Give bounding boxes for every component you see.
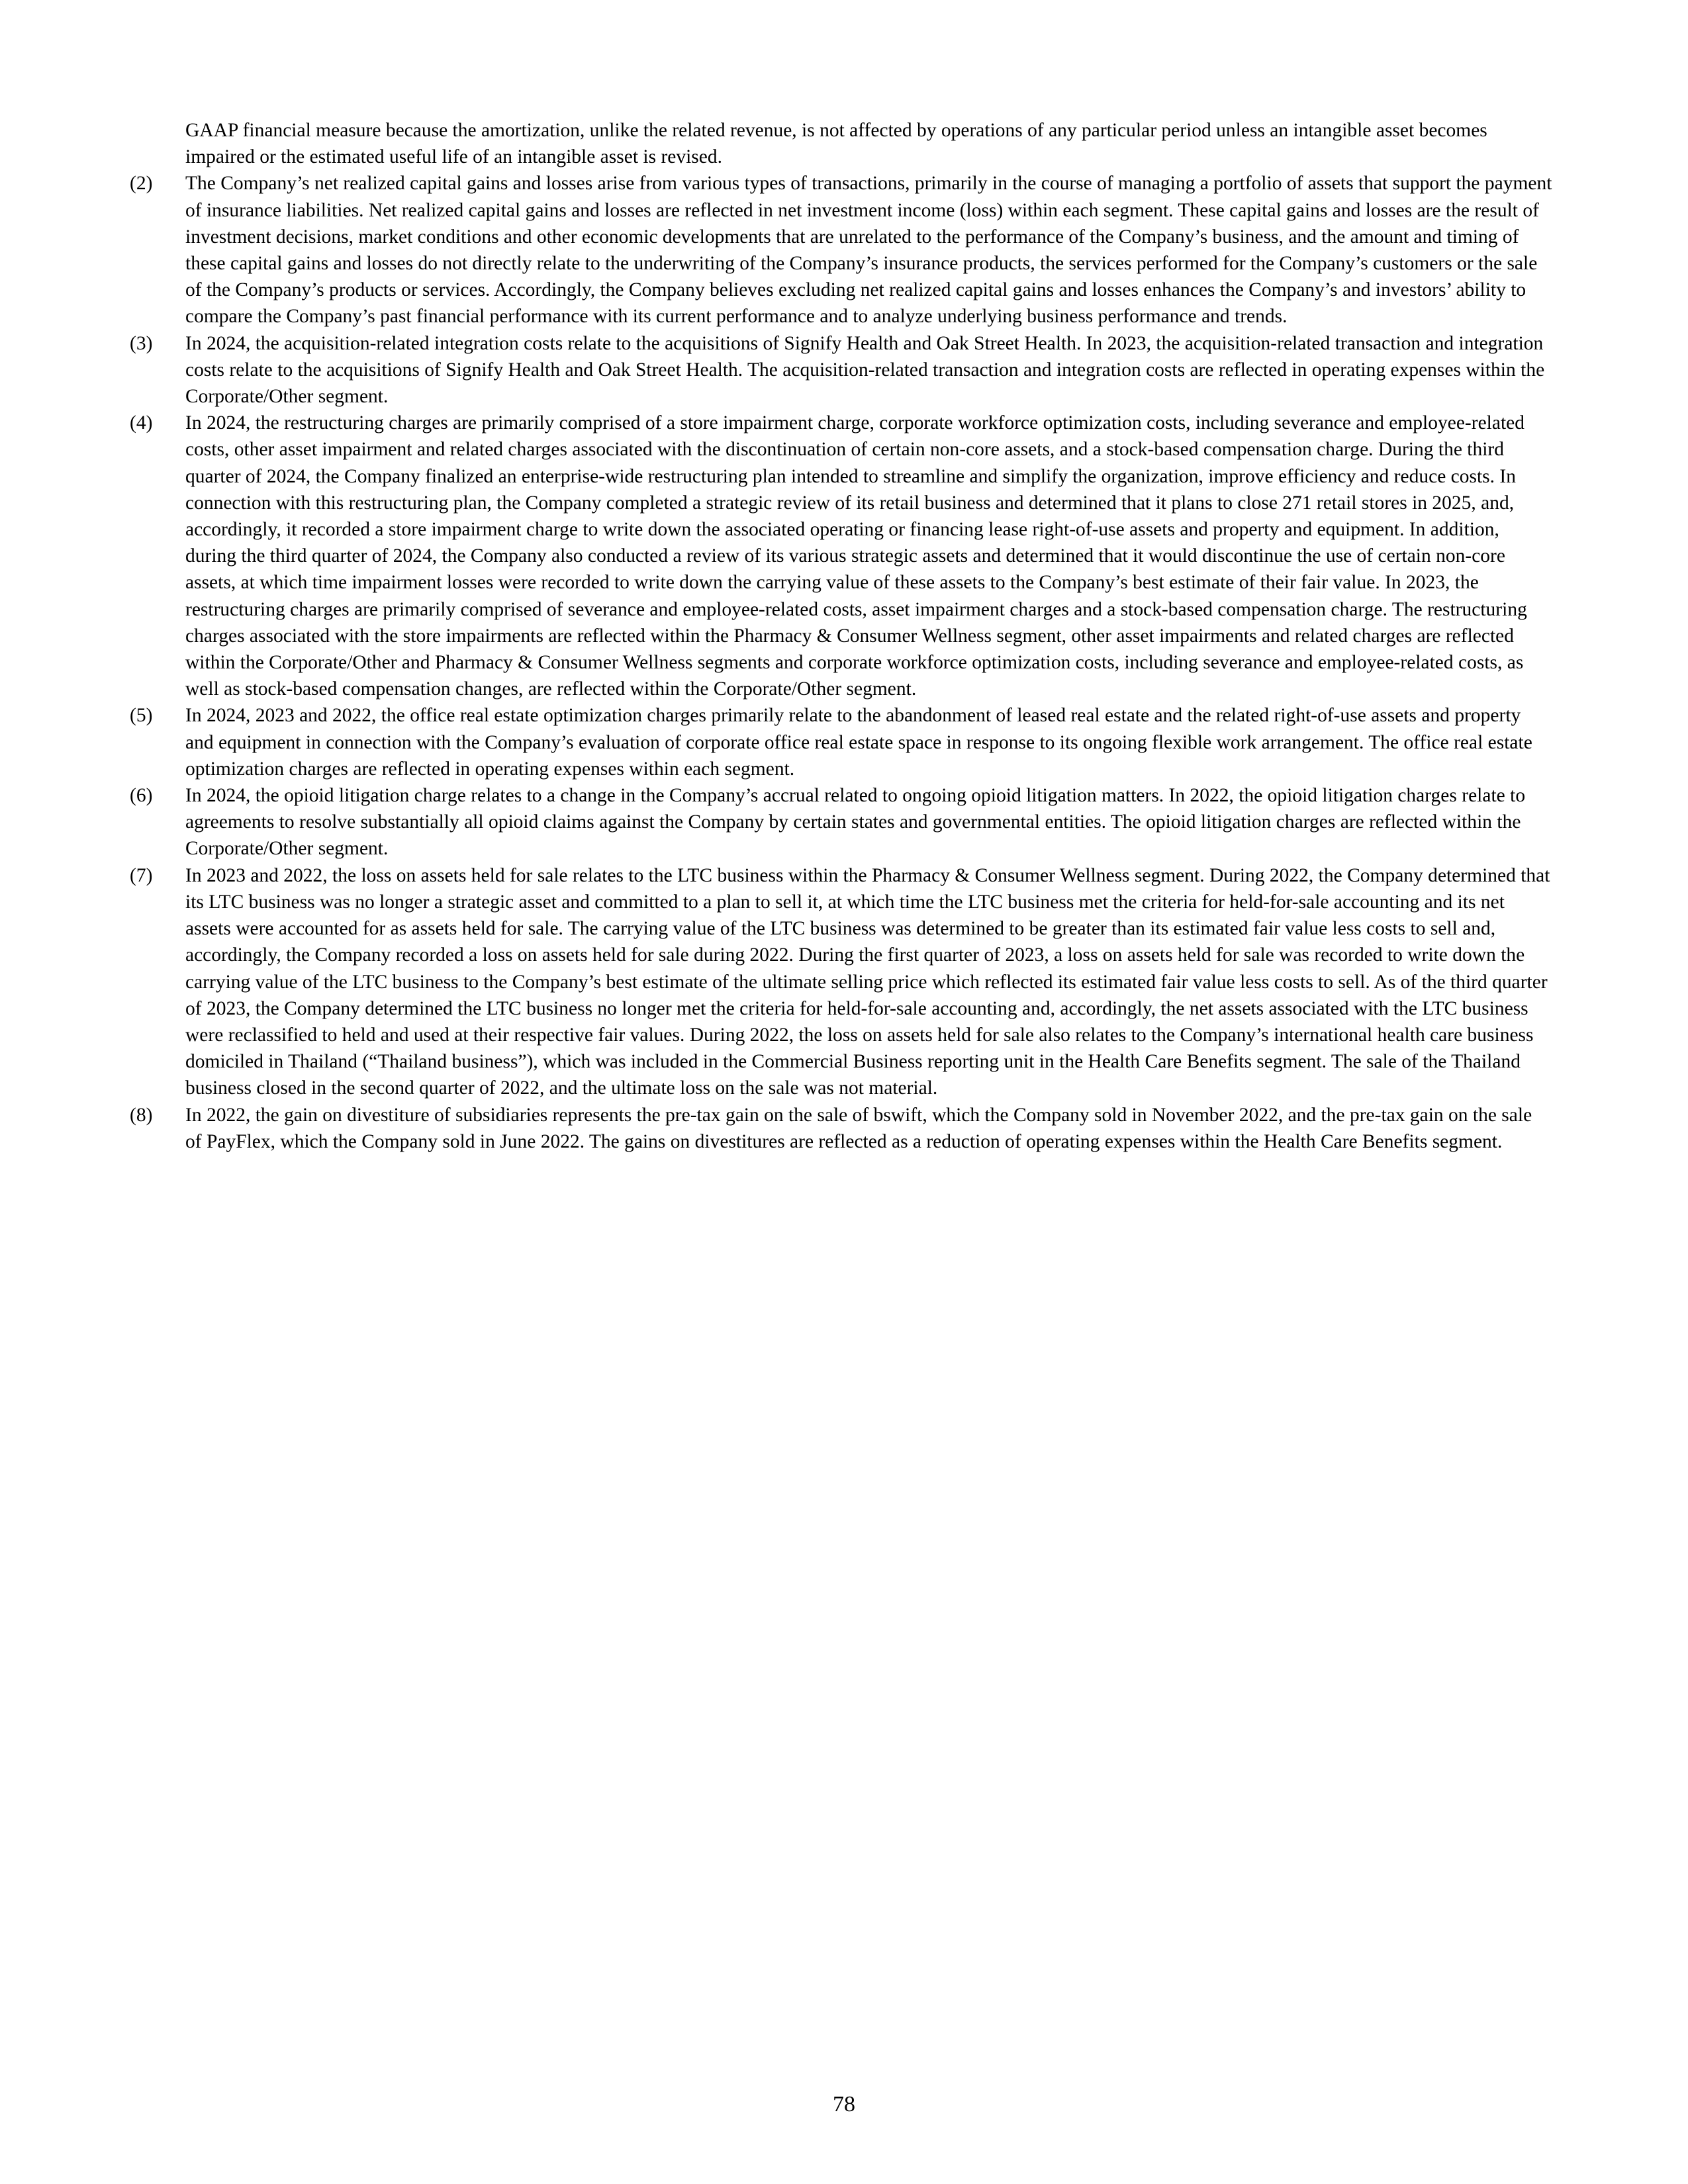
page-number: 78 [833,2092,855,2116]
footnote-number: (3) [130,332,153,354]
footnote-text: In 2023 and 2022, the loss on assets held for sale relates to the LTC business within the Pharmacy & Consumer Wellness segment. During 2022, the Company determined that its LTC business was no longer a strategic asset and committed to a plan to sell it, at which time the LTC business met the criteria for held-for-sale accounting and its net assets were accounted for as assets held for sale. The carrying value of the LTC business was determined to be greater than its estimated fair value less costs to sell and, accordingly, the Company recorded a loss on assets held for sale during 2022. During the first quarter of 2023, a loss on assets held for sale was recorded to write down the carrying value of the LTC business to the Company’s best estimate of the ultimate selling price which reflected its estimated fair value less costs to sell. As of the third quarter of 2023, the Company determined the LTC business no longer met the criteria for held-for-sale accounting and, accordingly, the net assets associated with the LTC business were reclassified to held and used at their respective fair values. During 2022, the loss on assets held for sale also relates to the Company’s international health care business domiciled in Thailand (“Thailand business”), which was included in the Commercial Business reporting unit in the Health Care Benefits segment. The sale of the Thailand business closed in the second quarter of 2022, and the ultimate loss on the sale was not material. [185,864,1550,1099]
footnote-8 [130,1102,1553,1155]
footnotes-section [130,117,1553,1155]
footnote-number: (2) [130,173,153,195]
footnote-number: (7) [130,864,153,886]
footnote-7 [130,862,1553,1102]
footnote-6 [130,782,1553,862]
footnote-number: (8) [130,1104,153,1126]
footnote-4 [130,410,1553,702]
footnote-number: (5) [130,705,153,727]
footnote-text: In 2022, the gain on divestiture of subsidiaries represents the pre-tax gain on the sale of bswift, which the Company sold in November 2022, and the pre-tax gain on the sale of PayFlex, which the Company sold in June 2022. The gains on divestitures are reflected as a reduction of operating expenses within the Health Care Benefits segment. [185,1104,1532,1152]
footnote-number: (6) [130,785,153,807]
footnote-2 [130,170,1553,330]
footnote-3 [130,330,1553,410]
footnote-5 [130,702,1553,782]
footnote-text: In 2024, the acquisition-related integration costs relate to the acquisitions of Signify Health and Oak Street Health. In 2023, the acquisition-related transaction and integration costs relate to the acquisitions of Signify Health and Oak Street Health. The acquisition-related transaction and integration costs are reflected in operating expenses within the Corporate/Other segment. [185,332,1545,408]
footnote-number: (4) [130,412,153,434]
footnote-1-continuation: GAAP financial measure because the amortization, unlike the related revenue, is not affected by operations of any particular period unless an intangible asset becomes impaired or the estimated useful life of an intangible asset is revised. [185,120,1487,168]
footnote-text: In 2024, the restructuring charges are primarily comprised of a store impairment charge, corporate workforce optimization costs, including severance and employee-related costs, other asset impairment and related charges associated with the discontinuation of certain non-core assets, and a stock-based compensation charge. During the third quarter of 2024, the Company finalized an enterprise-wide restructuring plan intended to streamline and simplify the organization, improve efficiency and reduce costs. In connection with this restructuring plan, the Company completed a strategic review of its retail business and determined that it plans to close 271 retail stores in 2025, and, accordingly, it recorded a store impairment charge to write down the associated operating or financing lease right-of-use assets and property and equipment. In addition, during the third quarter of 2024, the Company also conducted a review of its various strategic assets and determined that it would discontinue the use of certain non-core assets, at which time impairment losses were recorded to write down the carrying value of these assets to the Company’s best estimate of their fair value. In 2023, the restructuring charges are primarily comprised of severance and employee-related costs, asset impairment charges and a stock-based compensation charge. The restructuring charges associated with the store impairments are reflected within the Pharmacy & Consumer Wellness segment, other asset impairments and related charges are reflected within the Corporate/Other and Pharmacy & Consumer Wellness segments and corporate workforce optimization costs, including severance and employee-related costs, as well as stock-based compensation changes, are reflected within the Corporate/Other segment. [185,412,1527,700]
footnote-text: In 2024, 2023 and 2022, the office real estate optimization charges primarily relate to the abandonment of leased real estate and the related right-of-use assets and property and equipment in connection with the Company’s evaluation of corporate office real estate space in response to its ongoing flexible work arrangement. The office real estate optimization charges are reflected in operating expenses within each segment. [185,705,1532,780]
footnote-text: In 2024, the opioid litigation charge relates to a change in the Company’s accrual related to ongoing opioid litigation matters. In 2022, the opioid litigation charges relate to agreements to resolve substantially all opioid claims against the Company by certain states and governmental entities. The opioid litigation charges are reflected within the Corporate/Other segment. [185,785,1526,860]
footnote-text: The Company’s net realized capital gains and losses arise from various types of transactions, primarily in the course of managing a portfolio of assets that support the payment of insurance liabilities. Net realized capital gains and losses are reflected in net investment income (loss) within each segment. These capital gains and losses are the result of investment decisions, market conditions and other economic developments that are unrelated to the performance of the Company’s business, and the amount and timing of these capital gains and losses do not directly relate to the underwriting of the Company’s insurance products, the services performed for the Company’s customers or the sale of the Company’s products or services. Accordingly, the Company believes excluding net realized capital gains and losses enhances the Company’s and investors’ ability to compare the Company’s past financial performance with its current performance and to analyze underlying business performance and trends. [185,173,1552,328]
